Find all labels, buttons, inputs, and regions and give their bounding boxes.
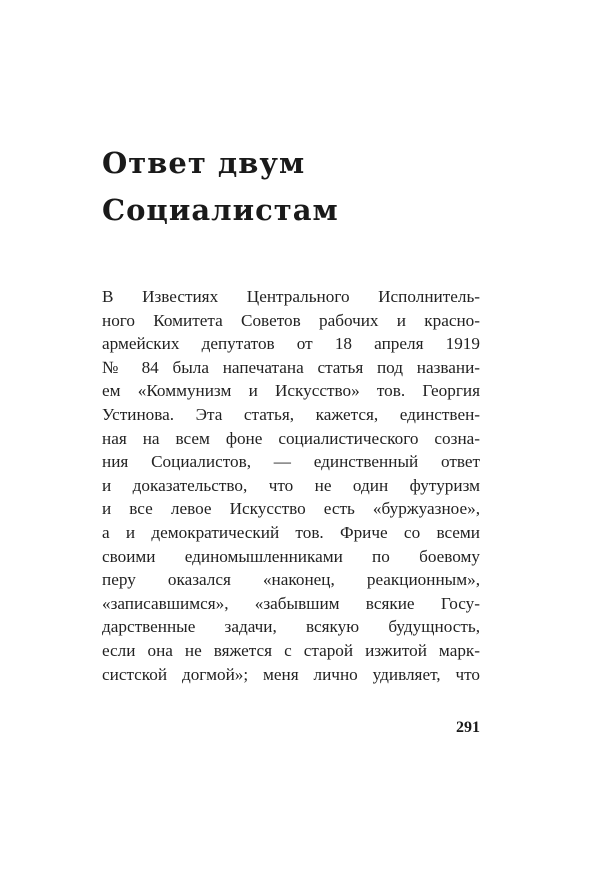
chapter-title bbox=[102, 140, 339, 234]
body-line: В Известиях Центрального Исполнитель- bbox=[102, 287, 480, 306]
body-line: и все левое Искусство есть «буржуазное», bbox=[102, 499, 480, 519]
page-number: 291 bbox=[456, 719, 480, 736]
body-line: своими единомышленниками по боевому bbox=[102, 546, 480, 566]
body-line: № 84 была напечатана статья под названи- bbox=[102, 357, 480, 377]
body-line: систской догмой»; меня лично удивляет, что bbox=[102, 664, 480, 684]
body-line: ная на всем фоне социалистического созна- bbox=[102, 428, 480, 448]
body-line: а и демократический тов. Фриче со всеми bbox=[102, 522, 480, 542]
chapter-title-line-1: Ответ двум bbox=[102, 146, 306, 180]
body-line: ем «Коммунизм и Искусство» тов. Георгия bbox=[102, 381, 480, 401]
body-line: перу оказался «наконец, реакционным», bbox=[102, 570, 480, 590]
body-line: и доказательство, что не один футуризм bbox=[102, 475, 480, 495]
body-line: Устинова. Эта статья, кажется, единствен- bbox=[102, 404, 480, 424]
body-line: ного Комитета Советов рабочих и красно- bbox=[102, 310, 480, 330]
body-line: дарственные задачи, всякую будущность, bbox=[102, 617, 480, 637]
body-line: ния Социалистов, — единственный ответ bbox=[102, 452, 480, 472]
body-line: армейских депутатов от 18 апреля 1919 bbox=[102, 334, 480, 354]
chapter-title-line-2: Социалистам bbox=[102, 193, 339, 227]
body-paragraph bbox=[102, 285, 480, 686]
body-line: «записавшимся», «забывшим всякие Госу- bbox=[102, 593, 480, 613]
body-line: если она не вяжется с старой изжитой марк- bbox=[102, 640, 480, 660]
